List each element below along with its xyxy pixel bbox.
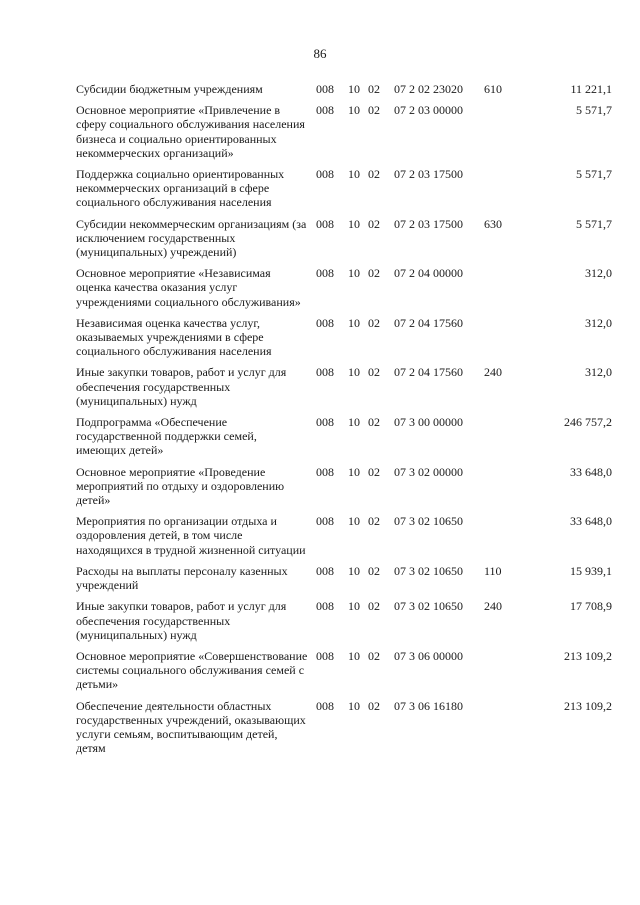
admin-code: 008 bbox=[316, 266, 334, 281]
admin-code: 008 bbox=[316, 464, 334, 479]
expense-name: Иные закупки товаров, работ и услуг для обеспечения государственных (муниципальных) нужд bbox=[76, 365, 287, 408]
expense-type-code bbox=[484, 415, 520, 465]
expense-name: Иные закупки товаров, работ и услуг для обеспечения государственных (муниципальных) нужд bbox=[76, 599, 287, 642]
admin-code: 008 bbox=[316, 167, 334, 182]
expense-type-code bbox=[484, 465, 520, 515]
table-row bbox=[76, 465, 612, 515]
section-code: 10 bbox=[348, 698, 360, 713]
admin-code: 008 bbox=[316, 415, 334, 430]
table-row bbox=[76, 82, 612, 103]
section-code: 10 bbox=[348, 167, 360, 182]
expense-name: Субсидии некоммерческим организациям (за исключением государственных (муниципальных) учреждений) bbox=[76, 216, 307, 260]
table-row bbox=[76, 103, 612, 167]
admin-code: 008 bbox=[316, 216, 334, 231]
table-row bbox=[76, 649, 612, 699]
target-article-code: 07 3 02 10650 bbox=[394, 599, 463, 614]
subsection-code: 02 bbox=[368, 563, 380, 578]
section-code: 10 bbox=[348, 315, 360, 330]
section-code: 10 bbox=[348, 216, 360, 231]
section-code: 10 bbox=[348, 599, 360, 614]
amount: 15 939,1 bbox=[570, 563, 612, 578]
subsection-code: 02 bbox=[368, 698, 380, 713]
expense-name: Основное мероприятие «Привлечение в сферу социального обслуживания населения бизнеса и социально ориентированных некоммерческих организаций» bbox=[76, 103, 305, 160]
subsection-code: 02 bbox=[368, 82, 380, 96]
table-row bbox=[76, 699, 612, 763]
section-code: 10 bbox=[348, 365, 360, 380]
target-article-code: 07 2 04 17560 bbox=[394, 365, 463, 380]
expense-type-code: 610 bbox=[484, 82, 502, 96]
expense-name: Субсидии бюджетным учреждениям bbox=[76, 82, 263, 96]
amount: 312,0 bbox=[585, 315, 612, 330]
subsection-code: 02 bbox=[368, 315, 380, 330]
budget-table bbox=[76, 82, 612, 762]
expense-name: Подпрограмма «Обеспечение государственной поддержки семей, имеющих детей» bbox=[76, 415, 257, 458]
subsection-code: 02 bbox=[368, 599, 380, 614]
target-article-code: 07 2 02 23020 bbox=[394, 82, 463, 96]
admin-code: 008 bbox=[316, 365, 334, 380]
section-code: 10 bbox=[348, 563, 360, 578]
expense-type-code bbox=[484, 103, 520, 167]
subsection-code: 02 bbox=[368, 648, 380, 663]
admin-code: 008 bbox=[316, 563, 334, 578]
amount: 11 221,1 bbox=[570, 82, 612, 96]
subsection-code: 02 bbox=[368, 266, 380, 281]
admin-code: 008 bbox=[316, 82, 334, 96]
expense-name: Мероприятия по организации отдыха и оздоровления детей, в том числе находящихся в трудной жизненной ситуации bbox=[76, 514, 306, 557]
table-row bbox=[76, 514, 612, 564]
target-article-code: 07 2 04 00000 bbox=[394, 266, 463, 281]
admin-code: 008 bbox=[316, 103, 334, 118]
page-number: 86 bbox=[313, 46, 327, 61]
expense-name: Основное мероприятие «Проведение мероприятий по отдыху и оздоровлению детей» bbox=[76, 464, 285, 508]
target-article-code: 07 2 04 17560 bbox=[394, 315, 463, 330]
expense-type-code: 110 bbox=[484, 563, 502, 578]
target-article-code: 07 3 00 00000 bbox=[394, 415, 463, 430]
section-code: 10 bbox=[348, 266, 360, 281]
target-article-code: 07 3 02 00000 bbox=[394, 464, 463, 479]
admin-code: 008 bbox=[316, 514, 334, 529]
amount: 5 571,7 bbox=[576, 103, 612, 118]
target-article-code: 07 3 02 10650 bbox=[394, 514, 463, 529]
amount: 213 109,2 bbox=[564, 698, 612, 713]
subsection-code: 02 bbox=[368, 103, 380, 118]
admin-code: 008 bbox=[316, 698, 334, 713]
expense-name: Расходы на выплаты персоналу казенных учреждений bbox=[76, 563, 288, 593]
amount: 246 757,2 bbox=[564, 415, 612, 430]
expense-name: Основное мероприятие «Совершенствование системы социального обслуживания семей с детьми» bbox=[76, 648, 308, 692]
subsection-code: 02 bbox=[368, 514, 380, 529]
amount: 33 648,0 bbox=[570, 464, 612, 479]
expense-type-code bbox=[484, 514, 520, 564]
target-article-code: 07 2 03 17500 bbox=[394, 167, 463, 182]
expense-type-code: 240 bbox=[484, 365, 502, 380]
expense-type-code bbox=[484, 316, 520, 366]
table-row bbox=[76, 266, 612, 316]
section-code: 10 bbox=[348, 415, 360, 430]
section-code: 10 bbox=[348, 464, 360, 479]
section-code: 10 bbox=[348, 648, 360, 663]
admin-code: 008 bbox=[316, 648, 334, 663]
expense-name: Независимая оценка качества услуг, оказываемых учреждениями в сфере социального обслуживания населения bbox=[76, 315, 272, 359]
table-row bbox=[76, 564, 612, 599]
target-article-code: 07 3 06 16180 bbox=[394, 698, 463, 713]
section-code: 10 bbox=[348, 514, 360, 529]
subsection-code: 02 bbox=[368, 464, 380, 479]
subsection-code: 02 bbox=[368, 216, 380, 231]
target-article-code: 07 2 03 17500 bbox=[394, 216, 463, 231]
expense-type-code bbox=[484, 649, 520, 699]
section-code: 10 bbox=[348, 103, 360, 118]
amount: 213 109,2 bbox=[564, 648, 612, 663]
section-code: 10 bbox=[348, 82, 360, 96]
expense-type-code bbox=[484, 167, 520, 217]
expense-type-code bbox=[484, 699, 520, 763]
subsection-code: 02 bbox=[368, 415, 380, 430]
admin-code: 008 bbox=[316, 599, 334, 614]
subsection-code: 02 bbox=[368, 365, 380, 380]
table-row bbox=[76, 599, 612, 649]
table-row bbox=[76, 316, 612, 366]
amount: 5 571,7 bbox=[576, 216, 612, 231]
amount: 5 571,7 bbox=[576, 167, 612, 182]
expense-name: Основное мероприятие «Независимая оценка качества оказания услуг учреждениями социального обслуживания» bbox=[76, 266, 301, 309]
table-row bbox=[76, 365, 612, 415]
expense-type-code: 240 bbox=[484, 599, 502, 614]
budget-table-body bbox=[76, 82, 612, 762]
amount: 312,0 bbox=[585, 266, 612, 281]
expense-type-code bbox=[484, 266, 520, 316]
table-row bbox=[76, 167, 612, 217]
expense-name: Обеспечение деятельности областных государственных учреждений, оказывающих услуги семьям, воспитывающим детей, детям bbox=[76, 698, 306, 756]
expense-name: Поддержка социально ориентированных некоммерческих организаций в сфере социального обслуживания населения bbox=[76, 167, 285, 210]
amount: 17 708,9 bbox=[570, 599, 612, 614]
table-row bbox=[76, 217, 612, 267]
target-article-code: 07 2 03 00000 bbox=[394, 103, 463, 118]
target-article-code: 07 3 02 10650 bbox=[394, 563, 463, 578]
expense-type-code: 630 bbox=[484, 216, 502, 231]
amount: 312,0 bbox=[585, 365, 612, 380]
subsection-code: 02 bbox=[368, 167, 380, 182]
admin-code: 008 bbox=[316, 315, 334, 330]
amount: 33 648,0 bbox=[570, 514, 612, 529]
table-row bbox=[76, 415, 612, 465]
target-article-code: 07 3 06 00000 bbox=[394, 648, 463, 663]
